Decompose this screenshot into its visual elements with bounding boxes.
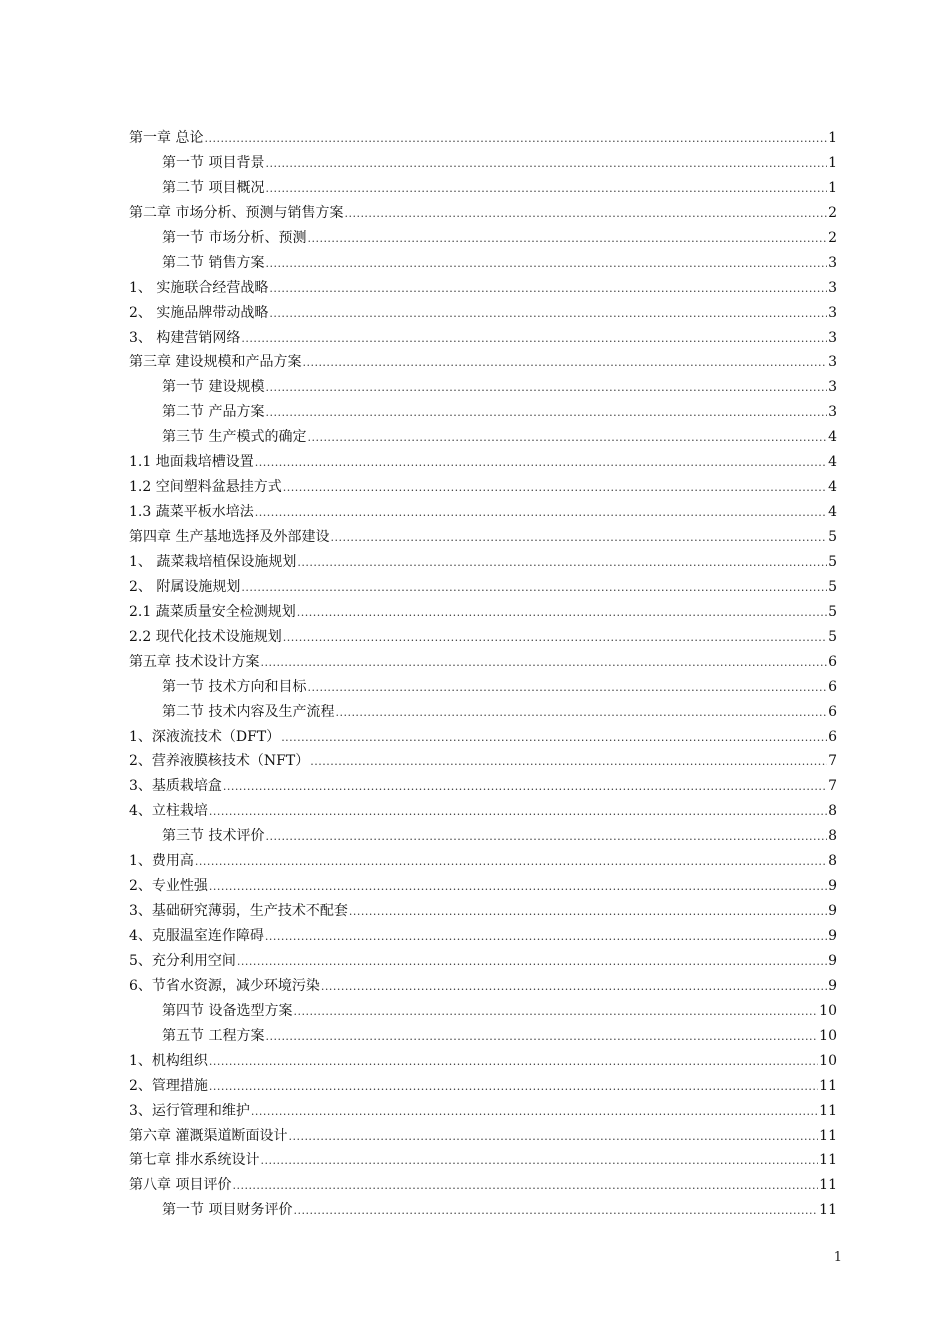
toc-dot-leader	[209, 1050, 818, 1075]
toc-entry[interactable]	[129, 176, 837, 201]
toc-entry-label: 1、机构组织	[129, 1052, 208, 1069]
toc-entry[interactable]	[129, 450, 837, 475]
toc-dot-leader	[255, 501, 827, 526]
toc-dot-leader	[310, 750, 827, 775]
toc-dot-leader	[307, 227, 827, 252]
toc-entry-label: 第一节 市场分析、预测	[162, 229, 307, 246]
toc-dot-leader	[209, 800, 827, 825]
toc-entry[interactable]	[129, 276, 837, 301]
toc-entry-page-number: 11	[819, 1177, 837, 1194]
toc-dot-leader	[335, 701, 827, 726]
toc-entry[interactable]	[129, 1099, 837, 1124]
toc-dot-leader	[283, 626, 827, 651]
toc-dot-leader	[223, 775, 827, 800]
toc-entry-label: 第七章 排水系统设计	[129, 1152, 260, 1169]
toc-entry-page-number: 6	[828, 653, 837, 670]
toc-entry-label: 第二章 市场分析、预测与销售方案	[129, 204, 344, 221]
toc-entry-page-number: 10	[819, 1052, 837, 1069]
toc-entry[interactable]	[129, 1124, 837, 1149]
toc-entry[interactable]	[129, 1024, 837, 1049]
toc-entry[interactable]	[129, 1198, 837, 1223]
toc-entry-label: 5、充分利用空间	[129, 952, 236, 969]
toc-entry-label: 3、运行管理和维护	[129, 1102, 250, 1119]
toc-dot-leader	[302, 351, 827, 376]
toc-entry-label: 1、 蔬菜栽培植保设施规划	[129, 553, 297, 570]
toc-entry-page-number: 10	[819, 1027, 837, 1044]
toc-entry-page-number: 3	[828, 329, 837, 346]
toc-entry[interactable]	[129, 1148, 837, 1173]
toc-entry-page-number: 7	[828, 778, 837, 795]
toc-entry-label: 1.3 蔬菜平板水培法	[129, 504, 254, 521]
toc-dot-leader	[265, 252, 827, 277]
toc-entry[interactable]	[129, 774, 837, 799]
toc-entry-label: 第一节 技术方向和目标	[162, 678, 307, 695]
toc-entry-label: 第四章 生产基地选择及外部建设	[129, 529, 330, 545]
toc-dot-leader	[307, 426, 827, 451]
toc-entry-page-number: 2	[828, 204, 837, 221]
toc-entry-page-number: 4	[828, 429, 837, 446]
toc-dot-leader	[265, 401, 827, 426]
toc-dot-leader	[204, 127, 827, 152]
toc-dot-leader	[265, 825, 827, 850]
toc-entry-label: 第六章 灌溉渠道断面设计	[129, 1127, 288, 1144]
toc-entry[interactable]	[129, 475, 837, 500]
toc-entry-label: 第一节 项目背景	[162, 154, 265, 171]
toc-entry[interactable]	[129, 1049, 837, 1074]
toc-entry-label: 2、专业性强	[129, 878, 208, 895]
toc-entry-page-number: 8	[828, 803, 837, 820]
toc-entry-label: 1、深液流技术（DFT）	[129, 728, 281, 745]
toc-entry-page-number: 2	[828, 229, 837, 246]
toc-entry[interactable]	[129, 749, 837, 774]
toc-entry-label: 2、管理措施	[129, 1077, 208, 1094]
toc-entry[interactable]	[129, 1074, 837, 1099]
toc-entry-label: 3、基础研究薄弱，生产技术不配套	[129, 903, 348, 920]
toc-entry-label: 2、 实施品牌带动战略	[129, 304, 269, 321]
toc-entry-page-number: 9	[828, 928, 837, 944]
toc-entry[interactable]	[129, 625, 837, 650]
toc-dot-leader	[283, 476, 827, 501]
toc-dot-leader	[321, 975, 827, 1000]
toc-dot-leader	[307, 676, 827, 701]
toc-dot-leader	[349, 900, 827, 925]
toc-dot-leader	[209, 1075, 818, 1100]
toc-entry-page-number: 3	[828, 254, 837, 271]
toc-entry[interactable]	[129, 326, 837, 351]
toc-entry-label: 第二节 技术内容及生产流程	[162, 703, 335, 720]
toc-entry-page-number: 8	[828, 828, 837, 845]
toc-entry-label: 2.2 现代化技术设施规划	[129, 628, 282, 645]
toc-entry-label: 3、基质栽培盒	[129, 778, 222, 795]
toc-entry-page-number: 6	[828, 728, 837, 745]
toc-dot-leader	[209, 875, 827, 900]
toc-dot-leader	[269, 302, 827, 327]
toc-entry-page-number: 11	[819, 1102, 837, 1119]
toc-entry-page-number: 3	[828, 304, 837, 321]
toc-entry[interactable]	[129, 799, 837, 824]
toc-dot-leader	[344, 202, 827, 227]
toc-dot-leader	[237, 950, 827, 975]
toc-entry-page-number: 5	[828, 553, 837, 570]
toc-entry-page-number: 8	[828, 853, 837, 870]
toc-dot-leader	[269, 277, 827, 302]
toc-entry[interactable]	[129, 400, 837, 425]
toc-entry[interactable]	[129, 1173, 837, 1198]
toc-entry-page-number: 3	[828, 279, 837, 296]
toc-entry-label: 1.2 空间塑料盆悬挂方式	[129, 479, 282, 496]
toc-dot-leader	[255, 451, 827, 476]
toc-entry[interactable]	[129, 725, 837, 750]
toc-entry-label: 1.1 地面栽培槽设置	[129, 454, 254, 471]
toc-entry-page-number: 1	[828, 130, 837, 146]
toc-entry[interactable]	[129, 924, 837, 949]
toc-entry-page-number: 5	[828, 628, 837, 645]
toc-entry-page-number: 11	[819, 1152, 837, 1169]
toc-entry-page-number: 11	[819, 1077, 837, 1094]
toc-entry-label: 第五章 技术设计方案	[129, 653, 260, 670]
toc-dot-leader	[265, 376, 827, 401]
toc-entry-label: 第三节 技术评价	[162, 828, 265, 845]
toc-entry-page-number: 4	[828, 479, 837, 496]
toc-entry-label: 第二节 项目概况	[162, 179, 265, 196]
toc-entry-page-number: 6	[828, 678, 837, 695]
toc-entry-label: 3、 构建营销网络	[129, 329, 241, 346]
toc-dot-leader	[293, 1000, 818, 1025]
toc-entry-page-number: 11	[819, 1127, 837, 1144]
toc-dot-leader	[251, 1100, 818, 1125]
toc-entry-label: 1、 实施联合经营战略	[129, 279, 269, 296]
toc-entry[interactable]	[129, 500, 837, 525]
toc-dot-leader	[330, 526, 827, 551]
table-of-contents	[129, 126, 837, 1223]
toc-entry-label: 第八章 项目评价	[129, 1177, 232, 1194]
toc-dot-leader	[241, 576, 827, 601]
toc-entry-label: 2、营养液膜核技术（NFT）	[129, 753, 310, 770]
toc-entry[interactable]	[129, 700, 837, 725]
toc-entry-page-number: 1	[828, 154, 837, 171]
toc-entry-label: 第一章 总论	[129, 130, 204, 146]
toc-entry[interactable]	[129, 550, 837, 575]
toc-entry-label: 1、费用高	[129, 853, 194, 870]
toc-entry-page-number: 9	[828, 977, 837, 994]
toc-entry[interactable]	[129, 600, 837, 625]
toc-dot-leader	[241, 327, 827, 352]
toc-entry[interactable]	[129, 675, 837, 700]
toc-entry-label: 第五节 工程方案	[162, 1027, 265, 1044]
toc-entry-label: 第一节 建设规模	[162, 379, 265, 396]
toc-entry[interactable]	[129, 126, 837, 151]
toc-dot-leader	[232, 1174, 818, 1199]
toc-entry-page-number: 1	[828, 179, 837, 196]
toc-entry[interactable]	[129, 226, 837, 251]
toc-dot-leader	[265, 925, 827, 950]
toc-entry-label: 第二节 产品方案	[162, 404, 265, 421]
toc-entry-label: 4、克服温室连作障碍	[129, 928, 264, 944]
toc-dot-leader	[195, 850, 827, 875]
toc-dot-leader	[288, 1125, 818, 1150]
toc-entry-page-number: 9	[828, 952, 837, 969]
toc-entry[interactable]	[129, 425, 837, 450]
toc-dot-leader	[260, 1149, 818, 1174]
toc-entry-page-number: 11	[819, 1202, 837, 1219]
toc-entry[interactable]	[129, 350, 837, 375]
toc-dot-leader	[265, 152, 827, 177]
toc-entry-label: 4、立柱栽培	[129, 803, 208, 820]
toc-entry-label: 第三节 生产模式的确定	[162, 429, 307, 446]
toc-dot-leader	[260, 651, 827, 676]
toc-entry-page-number: 10	[819, 1002, 837, 1019]
toc-entry-page-number: 4	[828, 454, 837, 471]
toc-entry[interactable]	[129, 575, 837, 600]
toc-entry[interactable]	[129, 151, 837, 176]
toc-entry[interactable]	[129, 824, 837, 849]
toc-entry-page-number: 4	[828, 504, 837, 521]
toc-entry-label: 第一节 项目财务评价	[162, 1202, 293, 1219]
toc-entry-label: 第四节 设备选型方案	[162, 1002, 293, 1019]
toc-entry[interactable]	[129, 201, 837, 226]
toc-entry-page-number: 6	[828, 703, 837, 720]
toc-entry-label: 2、 附属设施规划	[129, 578, 241, 595]
footer-page-number: 1	[833, 1250, 842, 1265]
toc-entry[interactable]	[129, 949, 837, 974]
toc-entry[interactable]	[129, 999, 837, 1024]
toc-entry-page-number: 3	[828, 404, 837, 421]
toc-entry[interactable]	[129, 301, 837, 326]
toc-entry[interactable]	[129, 525, 837, 550]
toc-entry-page-number: 5	[828, 578, 837, 595]
toc-entry-page-number: 3	[828, 354, 837, 371]
toc-dot-leader	[297, 601, 827, 626]
toc-entry-page-number: 9	[828, 903, 837, 920]
toc-entry[interactable]	[129, 650, 837, 675]
toc-entry[interactable]	[129, 375, 837, 400]
toc-entry-label: 第二节 销售方案	[162, 254, 265, 271]
toc-entry-page-number: 9	[828, 878, 837, 895]
toc-entry[interactable]	[129, 251, 837, 276]
toc-entry-label: 2.1 蔬菜质量安全检测规划	[129, 603, 296, 620]
toc-dot-leader	[265, 1025, 818, 1050]
toc-entry-page-number: 5	[828, 603, 837, 620]
toc-dot-leader	[293, 1199, 818, 1224]
toc-entry-page-number: 5	[828, 529, 837, 545]
toc-entry[interactable]	[129, 874, 837, 899]
toc-entry[interactable]	[129, 899, 837, 924]
toc-dot-leader	[265, 177, 827, 202]
toc-entry-page-number: 7	[828, 753, 837, 770]
toc-entry[interactable]	[129, 849, 837, 874]
toc-dot-leader	[297, 551, 827, 576]
toc-entry-label: 6、节省水资源，减少环境污染	[129, 977, 320, 994]
toc-entry-label: 第三章 建设规模和产品方案	[129, 354, 302, 371]
toc-dot-leader	[281, 726, 827, 751]
toc-entry[interactable]	[129, 974, 837, 999]
toc-entry-page-number: 3	[828, 379, 837, 396]
